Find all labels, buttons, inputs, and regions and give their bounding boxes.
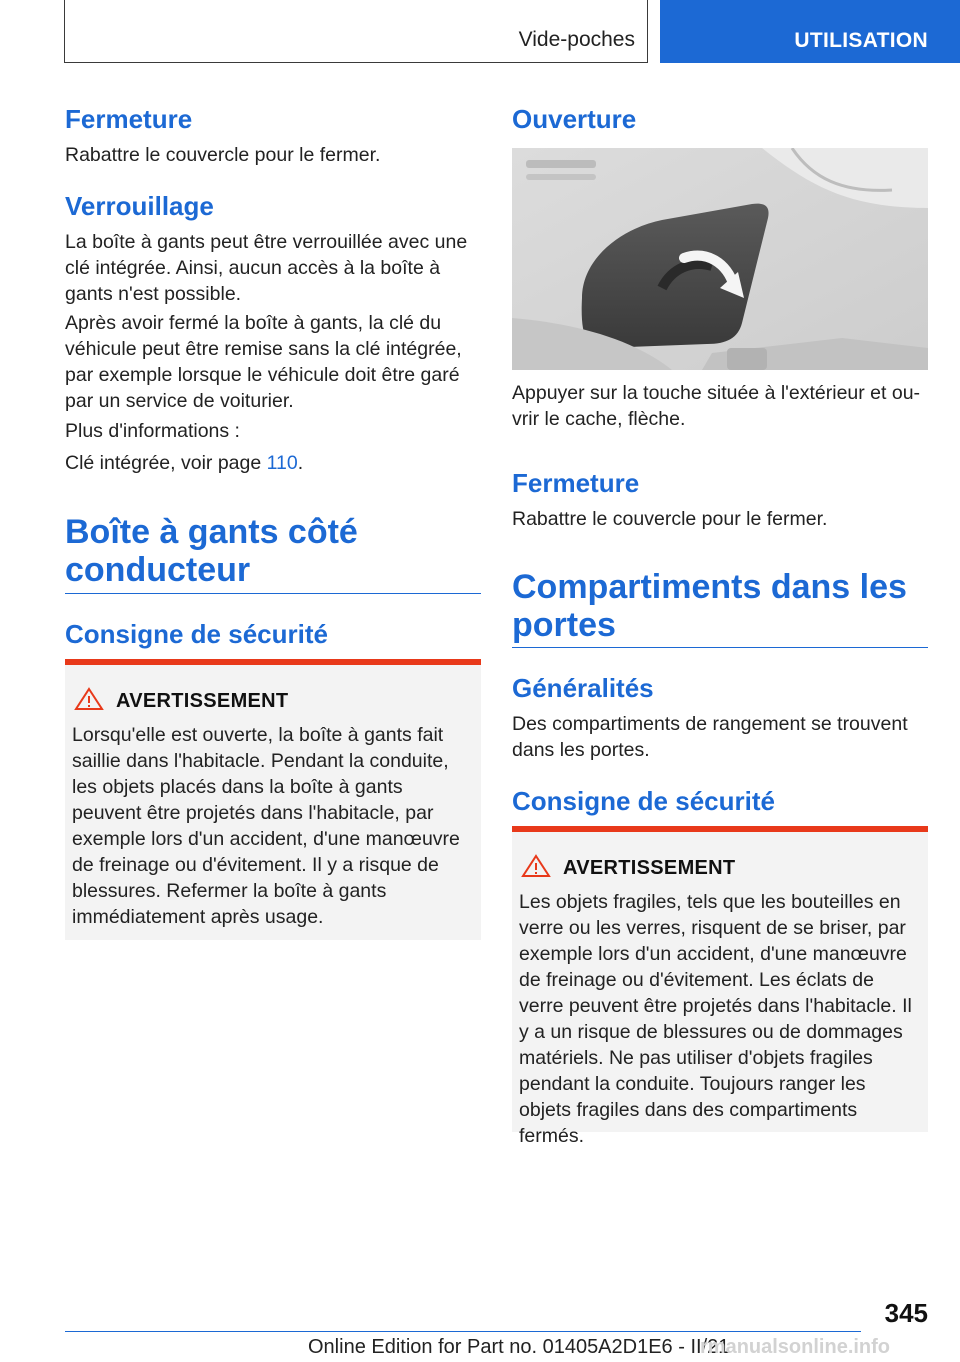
door-compartments-section-title: Compartiments dans les portes	[512, 568, 907, 644]
cross-reference-text: Clé intégrée, voir page	[65, 452, 267, 474]
ouverture-heading: Ouverture	[512, 104, 637, 134]
footer-rule	[65, 1331, 861, 1332]
watermark: rmanualsonline.info	[700, 1336, 891, 1358]
fermeture-heading-right: Fermeture	[512, 468, 640, 498]
cross-reference-end: .	[297, 452, 304, 474]
safety-heading-left: Consigne de sécurité	[65, 619, 328, 649]
generalites-heading: Généralités	[512, 673, 654, 703]
header-section-title: Vide-poches	[518, 28, 635, 51]
warning-text-right: Les objets fragiles, tels que les bouteilles en verre ou les verres, risquent de se briser, par exemple lors d'un accident, d'une manœuvre de freinage ou d'évitement. Les éclats de verre peuvent être projetés dans l'habitacle. Il y a un risque de blessures ou de dommages matériels. Ne pas utiliser d'objets fragiles pendant la conduite. Toujours ranger les objets fragiles dans des compartiments fermés.	[519, 891, 912, 1147]
running-header-box	[64, 0, 648, 63]
fermeture-text-right: Rabattre le couvercle pour le fermer.	[512, 508, 828, 530]
warning-title-left	[72, 687, 473, 716]
ouverture-text: Appuyer sur la touche située à l'extérieur et ouvrir le cache, flèche.	[512, 382, 921, 430]
warning-triangle-icon	[74, 687, 104, 716]
cross-reference	[65, 450, 481, 476]
warning-box-right	[512, 826, 928, 1147]
edition-line: Online Edition for Part no. 01405A2D1E6 - II/21	[308, 1336, 730, 1358]
page-110-link[interactable]: 110	[266, 452, 298, 474]
more-info-label: Plus d'informations :	[65, 420, 240, 442]
safety-heading-right: Consigne de sécurité	[512, 786, 775, 816]
glovebox-opening-photo	[512, 148, 928, 370]
section-rule-right	[512, 647, 928, 648]
fermeture-text: Rabattre le couvercle pour le fermer.	[65, 144, 381, 166]
verrouillage-paragraph-2: Après avoir fermé la boîte à gants, la clé du véhicule peut être remise sans la clé intégrée, par exemple lorsque le véhicule doit être garé par un service de voiturier.	[65, 312, 462, 412]
header-chapter-label: UTILISATION	[794, 29, 928, 52]
warning-label-right: AVERTISSEMENT	[563, 857, 736, 879]
warning-title-right	[519, 854, 920, 883]
warning-box-left	[65, 659, 481, 940]
page-number: 345	[884, 1298, 928, 1328]
generalites-text: Des compartiments de rangement se trouvent dans les portes.	[512, 713, 908, 761]
warning-triangle-icon	[521, 854, 551, 883]
verrouillage-heading: Verrouillage	[65, 191, 214, 221]
fermeture-heading: Fermeture	[65, 104, 193, 134]
glovebox-driver-section-title: Boîte à gants côté conducteur	[65, 513, 358, 589]
warning-text-left: Lorsqu'elle est ouverte, la boîte à gants fait saillie dans l'habitacle. Pendant la conduite, les objets placés dans la boîte à gants peuvent être projetés dans l'habitacle, par exemple lors d'un accident, d'une manœuvre de freinage ou d'évitement. Il y a risque de blessures. Refermer la boîte à gants immédiatement après usage.	[72, 724, 460, 928]
warning-label-left: AVERTISSEMENT	[116, 690, 289, 712]
section-rule-left	[65, 593, 481, 594]
verrouillage-paragraph-1: La boîte à gants peut être verrouillée avec une clé intégrée. Ainsi, aucun accès à la boîte à gants n'est possible.	[65, 231, 468, 305]
header-chapter-tab	[660, 0, 960, 63]
